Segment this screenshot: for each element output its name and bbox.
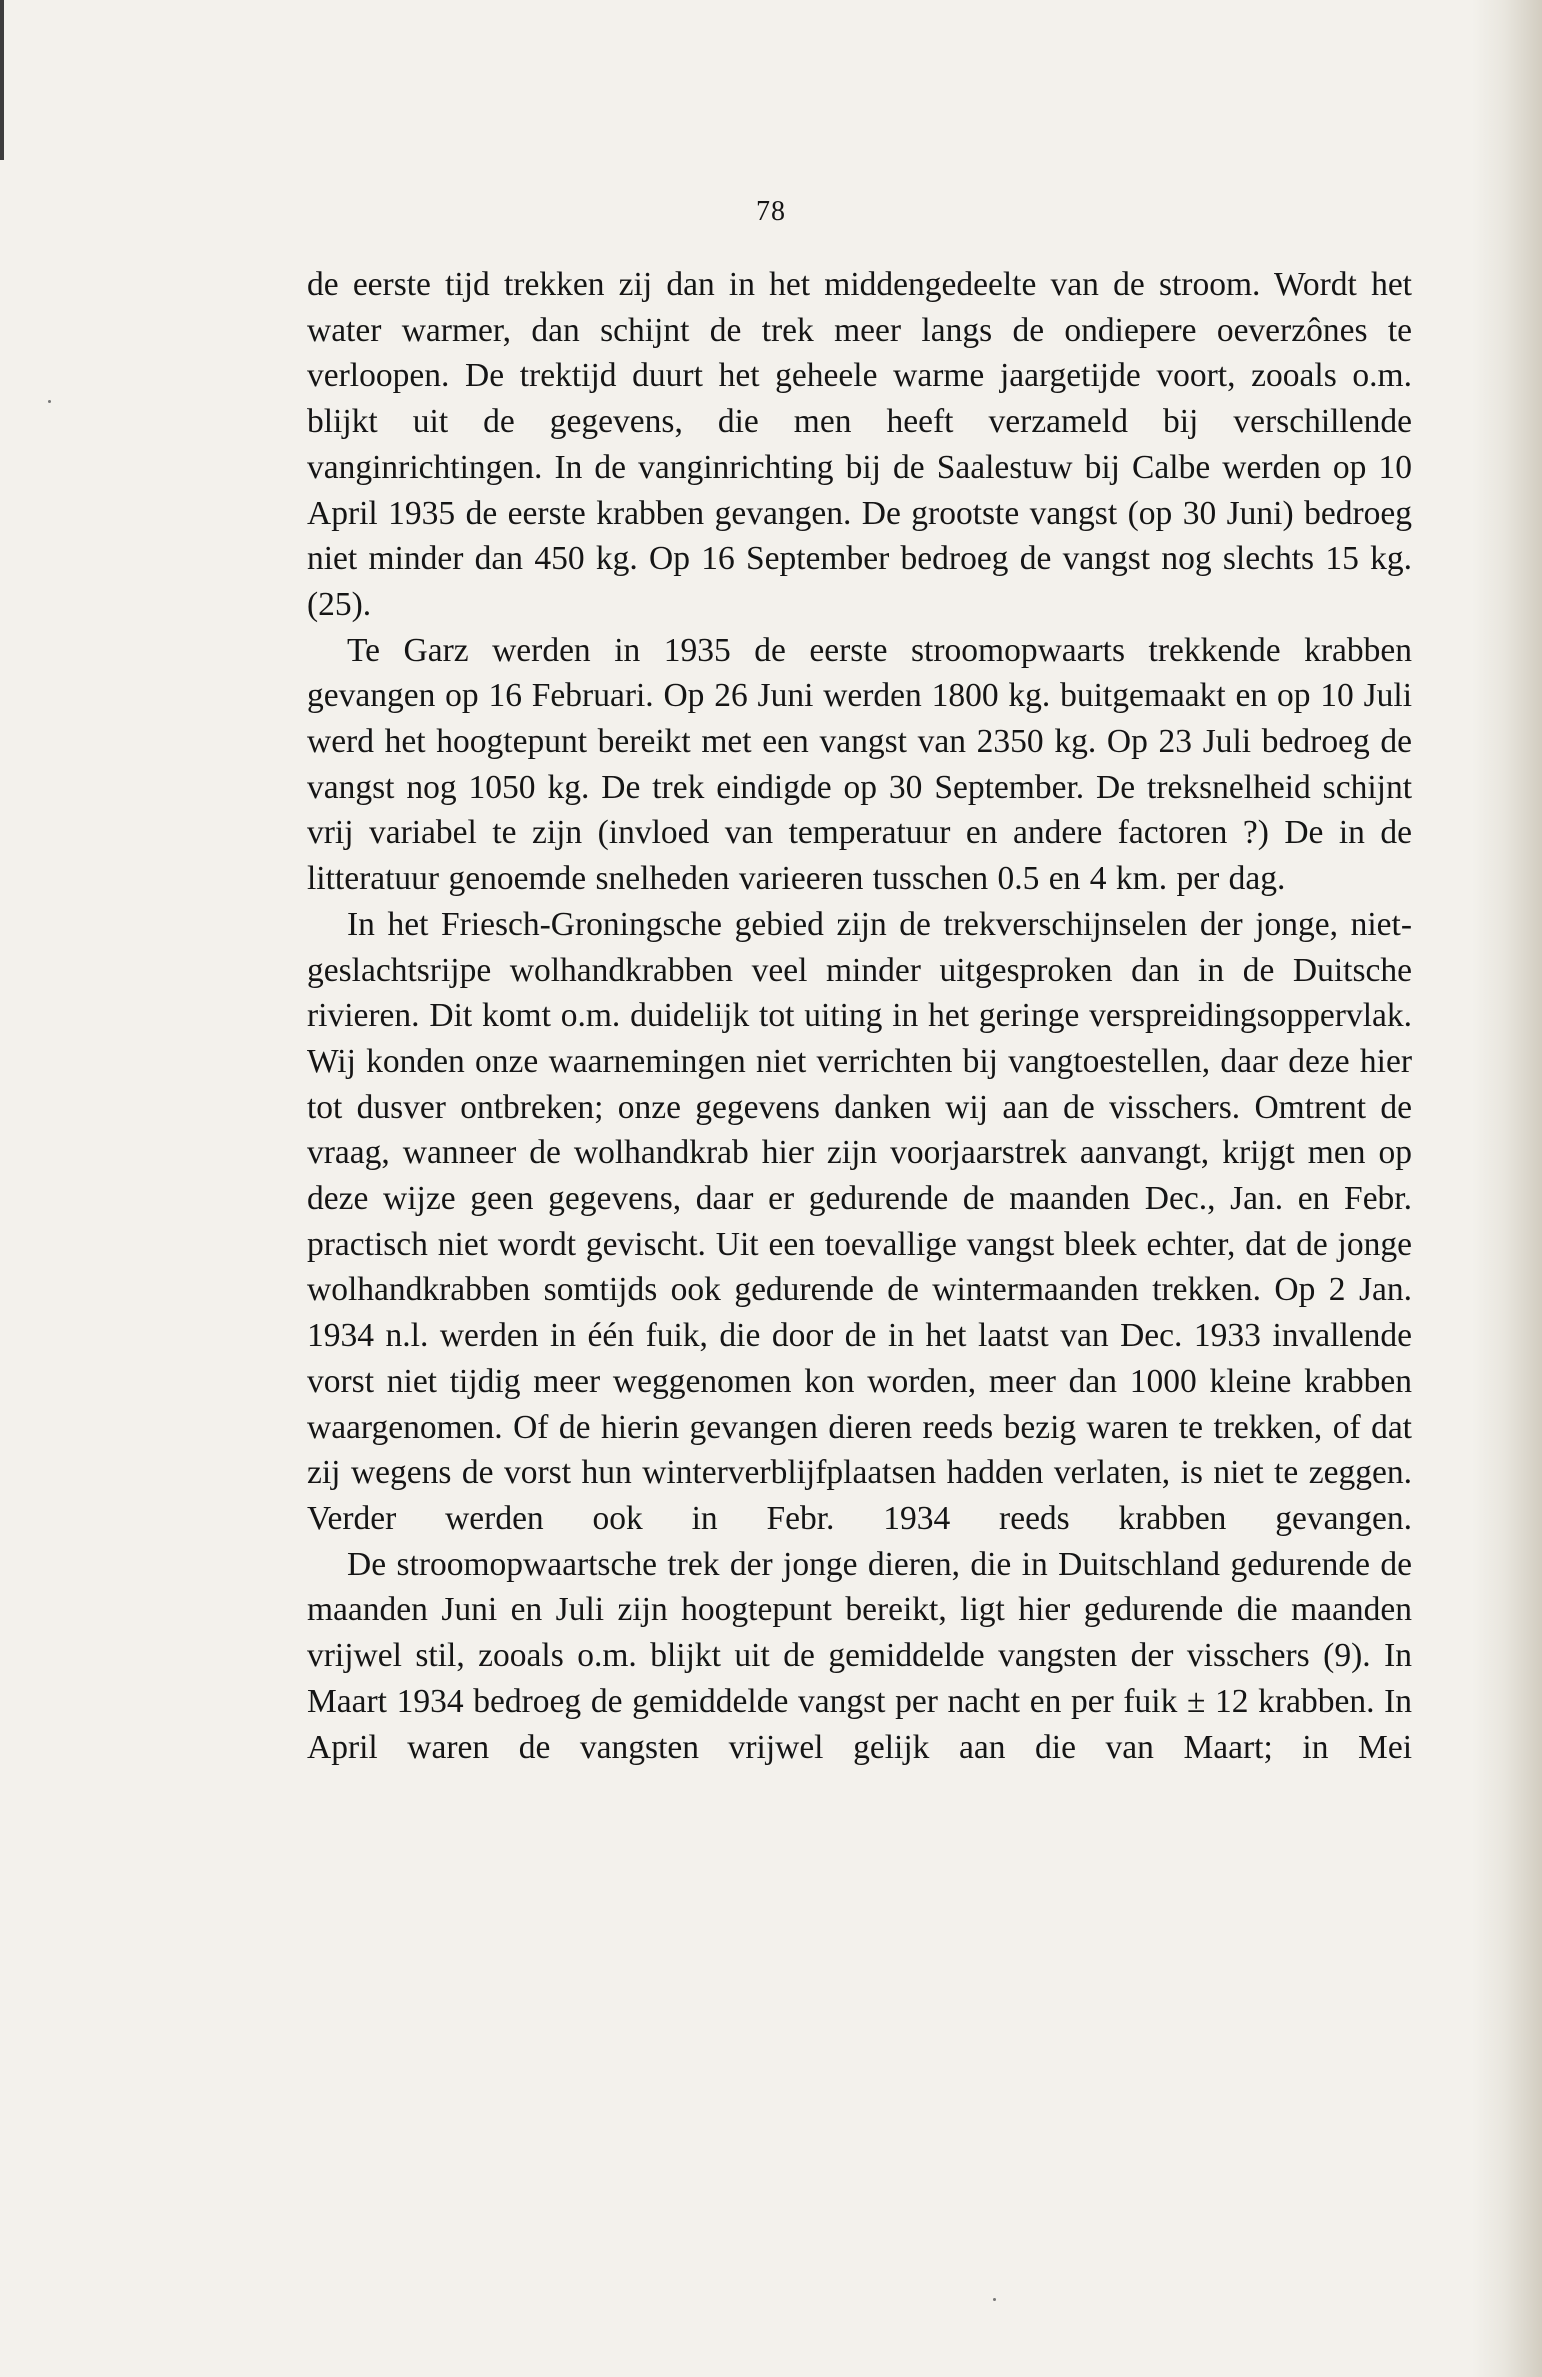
- paragraph-4: De stroomopwaartsche trek der jonge dieren, die in Duitschland gedurende de maanden Juni en Juli zijn hoogtepunt bereikt, ligt hier gedurende die maanden vrijwel stil, zooals o.m. blijkt uit de gemiddelde vangsten der visschers (9). In Maart 1934 bedroeg de gemiddelde vangst per nacht en per fuik ± 12 krabben. In April waren de vangsten vrijwel gelijk aan die van Maart; in Mei: [307, 1545, 1412, 1766]
- paragraph-2: Te Garz werden in 1935 de eerste stroomopwaarts trekkende krabben gevangen op 16 Februari. Op 26 Juni werden 1800 kg. buitgemaakt en op 10 Juli werd het hoogtepunt bereikt met een vangst van 2350 kg. Op 23 Juli bedroeg de vangst nog 1050 kg. De trek eindigde op 30 September. De treksnelheid schijnt vrij variabel te zijn (invloed van temperatuur en andere factoren ?) De in de litteratuur genoemde snelheden varieeren tusschen 0.5 en 4 km. per dag.: [307, 631, 1412, 898]
- page-number: 78: [756, 196, 786, 227]
- scan-speck: [48, 400, 51, 403]
- body-text: [307, 262, 1412, 1770]
- page-edge-shadow: [1472, 0, 1542, 2377]
- paragraph-1: de eerste tijd trekken zij dan in het middengedeelte van de stroom. Wordt het water warmer, dan schijnt de trek meer langs de ondiepere oeverzônes te verloopen. De trektijd duurt het geheele warme jaargetijde voort, zooals o.m. blijkt uit de gegevens, die men heeft verzameld bij verschillende vanginrichtingen. In de vanginrichting bij de Saalestuw bij Calbe werden op 10 April 1935 de eerste krabben gevangen. De grootste vangst (op 30 Juni) bedroeg niet minder dan 450 kg. Op 16 September bedroeg de vangst nog slechts 15 kg. (25).: [307, 266, 1412, 623]
- paragraph-3: In het Friesch-Groningsche gebied zijn de trekverschijnselen der jonge, niet-geslachtsrijpe wolhandkrabben veel minder uitgesproken dan in de Duitsche rivieren. Dit komt o.m. duidelijk tot uiting in het geringe verspreidingsoppervlak. Wij konden onze waarnemingen niet verrichten bij vangtoestellen, daar deze hier tot dusver ontbreken; onze gegevens danken wij aan de visschers. Omtrent de vraag, wanneer de wolhandkrab hier zijn voorjaarstrek aanvangt, krijgt men op deze wijze geen gegevens, daar er gedurende de maanden Dec., Jan. en Febr. practisch niet wordt gevischt. Uit een toevallige vangst bleek echter, dat de jonge wolhandkrabben somtijds ook gedurende de wintermaanden trekken. Op 2 Jan. 1934 n.l. werden in één fuik, die door de in het laatst van Dec. 1933 invallende vorst niet tijdig meer weggenomen kon worden, meer dan 1000 kleine krabben waargenomen. Of de hierin gevangen dieren reeds bezig waren te trekken, of dat zij wegens de vorst hun winterverblijfplaatsen hadden verlaten, is niet te zeggen. Verder werden ook in Febr. 1934 reeds krabben gevangen.: [307, 905, 1412, 1537]
- page-edge-mark: [0, 0, 4, 160]
- scan-speck: [993, 2298, 996, 2301]
